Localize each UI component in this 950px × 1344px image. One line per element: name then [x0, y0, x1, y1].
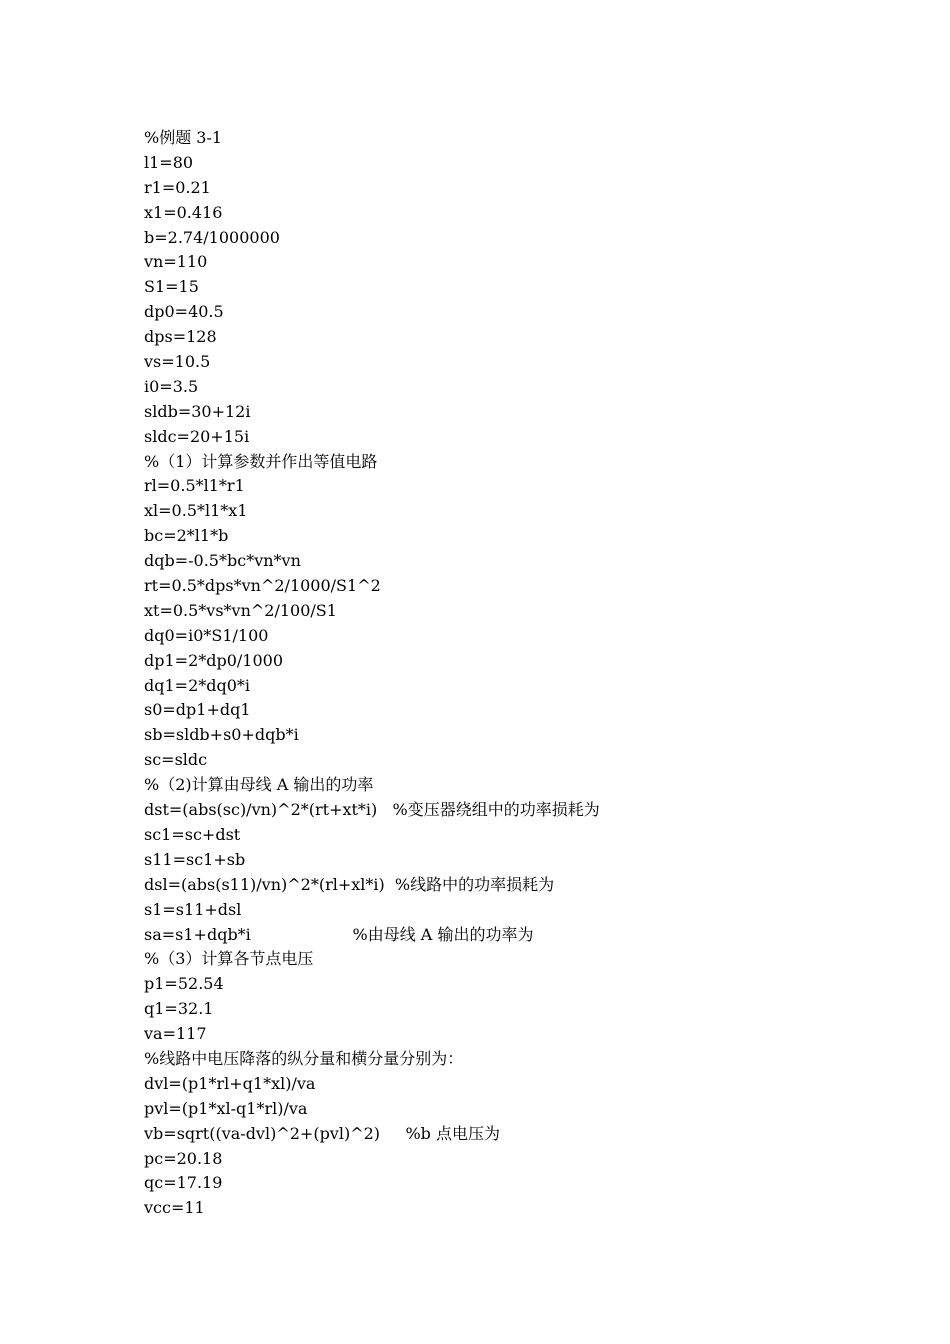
code-line: dq1=2*dq0*i	[144, 675, 251, 695]
code-line: r1=0.21	[144, 177, 211, 197]
code-line: dq0=i0*S1/100	[144, 625, 269, 645]
code-line: dp1=2*dp0/1000	[144, 650, 284, 670]
code-line: dsl=(abs(s11)/vn)^2*(rl+xl*i) %线路中的功率损耗为	[144, 874, 555, 894]
code-line: rt=0.5*dps*vn^2/1000/S1^2	[144, 576, 381, 596]
code-line: sc1=sc+dst	[144, 824, 241, 844]
code-line: p1=52.54	[144, 974, 224, 994]
code-line: dqb=-0.5*bc*vn*vn	[144, 551, 301, 571]
code-comment-line: %（1）计算参数并作出等值电路	[144, 451, 378, 471]
code-line: vcc=11	[144, 1198, 205, 1218]
code-line: pvl=(p1*xl-q1*rl)/va	[144, 1098, 308, 1118]
code-line: sb=sldb+s0+dqb*i	[144, 725, 299, 745]
code-line: dp0=40.5	[144, 302, 224, 322]
code-line: va=117	[144, 1024, 207, 1044]
code-line: xt=0.5*vs*vn^2/100/S1	[144, 600, 337, 620]
code-line: i0=3.5	[144, 376, 199, 396]
code-line: xl=0.5*l1*x1	[144, 501, 248, 521]
code-line: b=2.74/1000000	[144, 227, 280, 247]
code-line: vs=10.5	[144, 352, 211, 372]
code-comment-line: %（3）计算各节点电压	[144, 949, 314, 969]
code-line: %例题 3-1	[144, 128, 223, 147]
code-line: q1=32.1	[144, 999, 214, 1019]
code-line: S1=15	[144, 277, 199, 297]
code-line: vn=110	[144, 252, 208, 272]
code-line: bc=2*l1*b	[144, 526, 229, 546]
code-comment-line: %（2)计算由母线 A 输出的功率	[144, 775, 374, 795]
code-line: vb=sqrt((va-dvl)^2+(pvl)^2) %b 点电压为	[144, 1123, 500, 1143]
code-line: qc=17.19	[144, 1173, 223, 1193]
code-line: sldc=20+15i	[144, 426, 250, 446]
code-line: l1=80	[144, 152, 194, 172]
code-line: s11=sc1+sb	[144, 849, 246, 869]
code-line: sa=s1+dqb*i %由母线 A 输出的功率为	[144, 924, 534, 944]
code-line: dst=(abs(sc)/vn)^2*(rt+xt*i) %变压器绕组中的功率损耗为	[144, 800, 600, 820]
code-line: s0=dp1+dq1	[144, 700, 251, 720]
code-line: dps=128	[144, 327, 217, 347]
code-line: sc=sldc	[144, 750, 208, 770]
code-line: pc=20.18	[144, 1148, 223, 1168]
code-line: s1=s11+dsl	[144, 899, 242, 919]
code-line: rl=0.5*l1*r1	[144, 476, 245, 496]
code-line: dvl=(p1*rl+q1*xl)/va	[144, 1073, 316, 1093]
code-comment-line: %线路中电压降落的纵分量和横分量分别为：	[144, 1048, 464, 1068]
code-line: sldb=30+12i	[144, 401, 251, 421]
matlab-code-listing	[144, 126, 904, 1221]
code-line: x1=0.416	[144, 202, 223, 222]
